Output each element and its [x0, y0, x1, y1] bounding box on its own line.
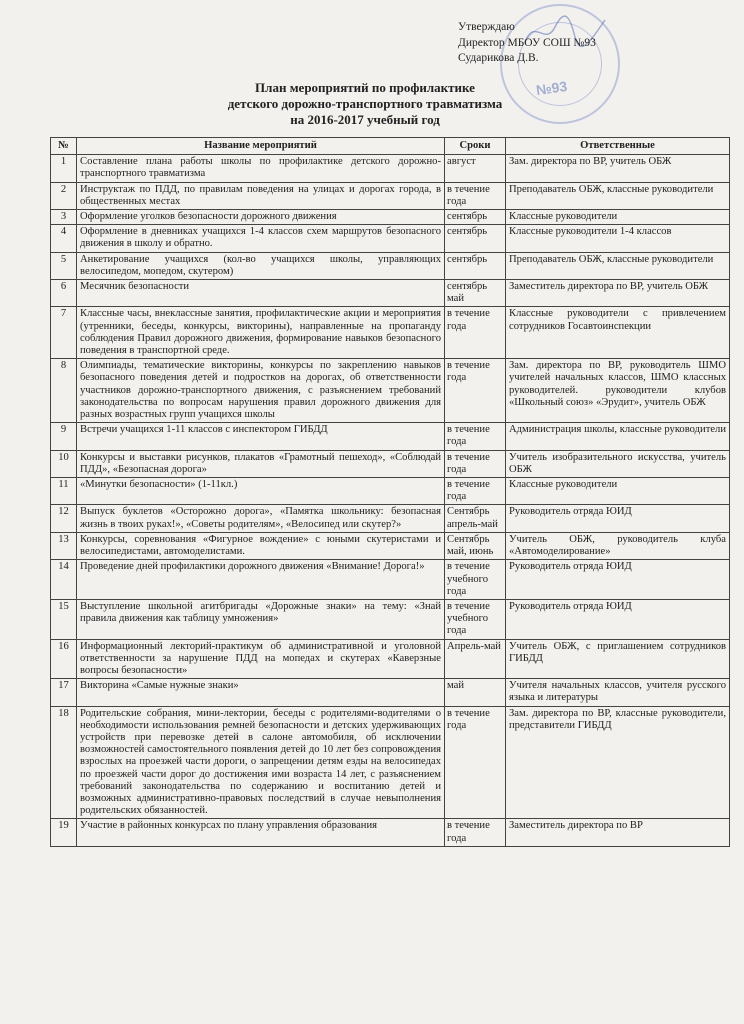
table-row	[51, 706, 730, 819]
approval-line-3: Сударикова Д.В.	[458, 52, 539, 64]
row-number: 9	[51, 423, 77, 450]
row-number: 17	[51, 679, 77, 706]
table-row	[51, 505, 730, 532]
table-row	[51, 423, 730, 450]
row-term: сентябрь	[445, 252, 506, 279]
row-activity: Олимпиады, тематические викторины, конкурсы по закреплению навыков безопасного поведения детей и подростков на дорогах, об ответственности участников дорожно-транспортного движения, с разъяснением требований законодательства по вопросам нарушения правил дорожного движения для разных возрастных групп учащихся школы	[77, 359, 445, 423]
row-number: 15	[51, 599, 77, 639]
table-row	[51, 478, 730, 505]
row-number: 19	[51, 819, 77, 846]
title-line-1: План мероприятий по профилактике	[255, 80, 475, 95]
table-row	[51, 679, 730, 706]
row-number: 8	[51, 359, 77, 423]
row-activity: Родительские собрания, мини-лектории, беседы с родителями-водителями о необходимости использования ремней безопасности и детских удерживающих устройств при перевозке детей в салоне автомобиля, об исключении возможностей самостоятельного появления детей до 10 лет без сопровождения взрослых на проезжей части дороги, о запрещении детям езды на велосипедах по проезжей части дорог до достижения ими возраста 14 лет, с разъяснением требований законодательства по содержанию и воспитанию детей и возможных административно-правовых последствий в случае невыполнения родительских обязанностей.	[77, 706, 445, 819]
table-row	[51, 307, 730, 359]
row-activity: «Минутки безопасности» (1-11кл.)	[77, 478, 445, 505]
row-term: в течение года	[445, 706, 506, 819]
row-term: Сентябрь апрель-май	[445, 505, 506, 532]
row-responsible: Зам. директора по ВР, классные руководители, представители ГИБДД	[506, 706, 730, 819]
row-responsible: Заместитель директора по ВР, учитель ОБЖ	[506, 280, 730, 307]
table-row	[51, 225, 730, 252]
table-row	[51, 280, 730, 307]
row-term: в течение года	[445, 478, 506, 505]
title-line-2: детского дорожно-транспортного травматизма	[227, 96, 503, 111]
row-activity: Выпуск буклетов «Осторожно дорога», «Памятка школьнику: безопасная жизнь в твоих руках!», «Советы родителям», «Велосипед или скутер?»	[77, 505, 445, 532]
row-responsible: Администрация школы, классные руководители	[506, 423, 730, 450]
row-number: 1	[51, 155, 77, 182]
row-number: 6	[51, 280, 77, 307]
row-activity: Оформление в дневниках учащихся 1-4 классов схем маршрутов безопасного движения в школу и обратно.	[77, 225, 445, 252]
row-responsible: Зам. директора по ВР, руководитель ШМО учителей начальных классов, ШМО классных руководителей. руководители клубов «Школьный союз» «Эрудит», учитель ОБЖ	[506, 359, 730, 423]
row-responsible: Руководитель отряда ЮИД	[506, 560, 730, 600]
table-row	[51, 532, 730, 559]
row-activity: Анкетирование учащихся (кол-во учащихся школы, управляющих велосипедом, мопедом, скутером)	[77, 252, 445, 279]
row-number: 5	[51, 252, 77, 279]
row-activity: Инструктаж по ПДД, по правилам поведения на улицах и дорогах города, в общественных местах	[77, 182, 445, 209]
row-responsible: Учитель ОБЖ, с приглашением сотрудников ГИБДД	[506, 639, 730, 679]
row-activity: Оформление уголков безопасности дорожного движения	[77, 210, 445, 225]
row-number: 4	[51, 225, 77, 252]
row-activity: Выступление школьной агитбригады «Дорожные знаки» на тему: «Знай правила движения как таблицу умножения»	[77, 599, 445, 639]
row-responsible: Классные руководители	[506, 478, 730, 505]
row-activity: Проведение дней профилактики дорожного движения «Внимание! Дорога!»	[77, 560, 445, 600]
row-term: Сентябрь май, июнь	[445, 532, 506, 559]
table-row	[51, 182, 730, 209]
row-number: 12	[51, 505, 77, 532]
title-line-3: на 2016-2017 учебный год	[290, 112, 440, 127]
row-activity: Викторина «Самые нужные знаки»	[77, 679, 445, 706]
approval-line-1: Утверждаю	[458, 21, 515, 33]
header-number: №	[51, 138, 77, 155]
row-activity: Месячник безопасности	[77, 280, 445, 307]
row-term: в течение года	[445, 819, 506, 846]
table-row	[51, 599, 730, 639]
row-term: август	[445, 155, 506, 182]
header-term: Сроки	[445, 138, 506, 155]
row-responsible: Преподаватель ОБЖ, классные руководители	[506, 252, 730, 279]
table-row	[51, 155, 730, 182]
table-row	[51, 560, 730, 600]
row-responsible: Заместитель директора по ВР	[506, 819, 730, 846]
header-activity: Название мероприятий	[77, 138, 445, 155]
row-term: в течение учебного года	[445, 560, 506, 600]
row-activity: Встречи учащихся 1-11 классов с инспектором ГИБДД	[77, 423, 445, 450]
row-number: 16	[51, 639, 77, 679]
row-number: 10	[51, 450, 77, 477]
row-number: 18	[51, 706, 77, 819]
row-activity: Информационный лекторий-практикум об административной и уголовной ответственности за нарушение ПДД на мопедах и скутерах «Каверзные вопросы безопасности»	[77, 639, 445, 679]
table-row	[51, 639, 730, 679]
table-row	[51, 210, 730, 225]
row-responsible: Классные руководители 1-4 классов	[506, 225, 730, 252]
row-number: 14	[51, 560, 77, 600]
approval-line-2: Директор МБОУ СОШ №93	[458, 36, 596, 49]
row-number: 11	[51, 478, 77, 505]
table-row	[51, 359, 730, 423]
row-responsible: Зам. директора по ВР, учитель ОБЖ	[506, 155, 730, 182]
row-responsible: Классные руководители	[506, 210, 730, 225]
row-responsible: Руководитель отряда ЮИД	[506, 599, 730, 639]
row-number: 7	[51, 307, 77, 359]
row-term: сентябрь	[445, 210, 506, 225]
row-responsible: Преподаватель ОБЖ, классные руководители	[506, 182, 730, 209]
row-responsible: Учителя начальных классов, учителя русского языка и литературы	[506, 679, 730, 706]
row-number: 2	[51, 182, 77, 209]
row-responsible: Руководитель отряда ЮИД	[506, 505, 730, 532]
table-row	[51, 252, 730, 279]
row-activity: Классные часы, внеклассные занятия, профилактические акции и мероприятия (утренники, беседы, конкурсы, викторины), направленные на пропаганду соблюдения Правил дорожного движения, формирование навыков безопасного поведения в транспортной среде.	[77, 307, 445, 359]
row-term: в течение года	[445, 423, 506, 450]
row-term: в течение учебного года	[445, 599, 506, 639]
row-activity: Конкурсы и выставки рисунков, плакатов «Грамотный пешеход», «Соблюдай ПДД», «Безопасная дорога»	[77, 450, 445, 477]
row-term: сентябрь май	[445, 280, 506, 307]
row-term: сентябрь	[445, 225, 506, 252]
row-term: в течение года	[445, 359, 506, 423]
activities-table	[50, 137, 730, 847]
stamp-number: №93	[535, 77, 569, 99]
row-term: в течение года	[445, 450, 506, 477]
row-term: май	[445, 679, 506, 706]
row-term: в течение года	[445, 307, 506, 359]
row-activity: Участие в районных конкурсах по плану управления образования	[77, 819, 445, 846]
table-row	[51, 450, 730, 477]
row-term: в течение года	[445, 182, 506, 209]
row-responsible: Учитель ОБЖ, руководитель клуба «Автомоделирование»	[506, 532, 730, 559]
row-activity: Конкурсы, соревнования «Фигурное вождение» с юными скутеристами и велосипедистами, автомоделистами.	[77, 532, 445, 559]
row-responsible: Учитель изобразительного искусства, учитель ОБЖ	[506, 450, 730, 477]
approval-block	[458, 20, 596, 67]
header-responsible: Ответственные	[506, 138, 730, 155]
row-number: 3	[51, 210, 77, 225]
table-header-row	[51, 138, 730, 155]
document-title	[130, 77, 600, 128]
row-activity: Составление плана работы школы по профилактике детского дорожно-транспортного травматизма	[77, 155, 445, 182]
row-term: Апрель-май	[445, 639, 506, 679]
table-row	[51, 819, 730, 846]
row-number: 13	[51, 532, 77, 559]
row-responsible: Классные руководители с привлечением сотрудников Госавтоинспекции	[506, 307, 730, 359]
